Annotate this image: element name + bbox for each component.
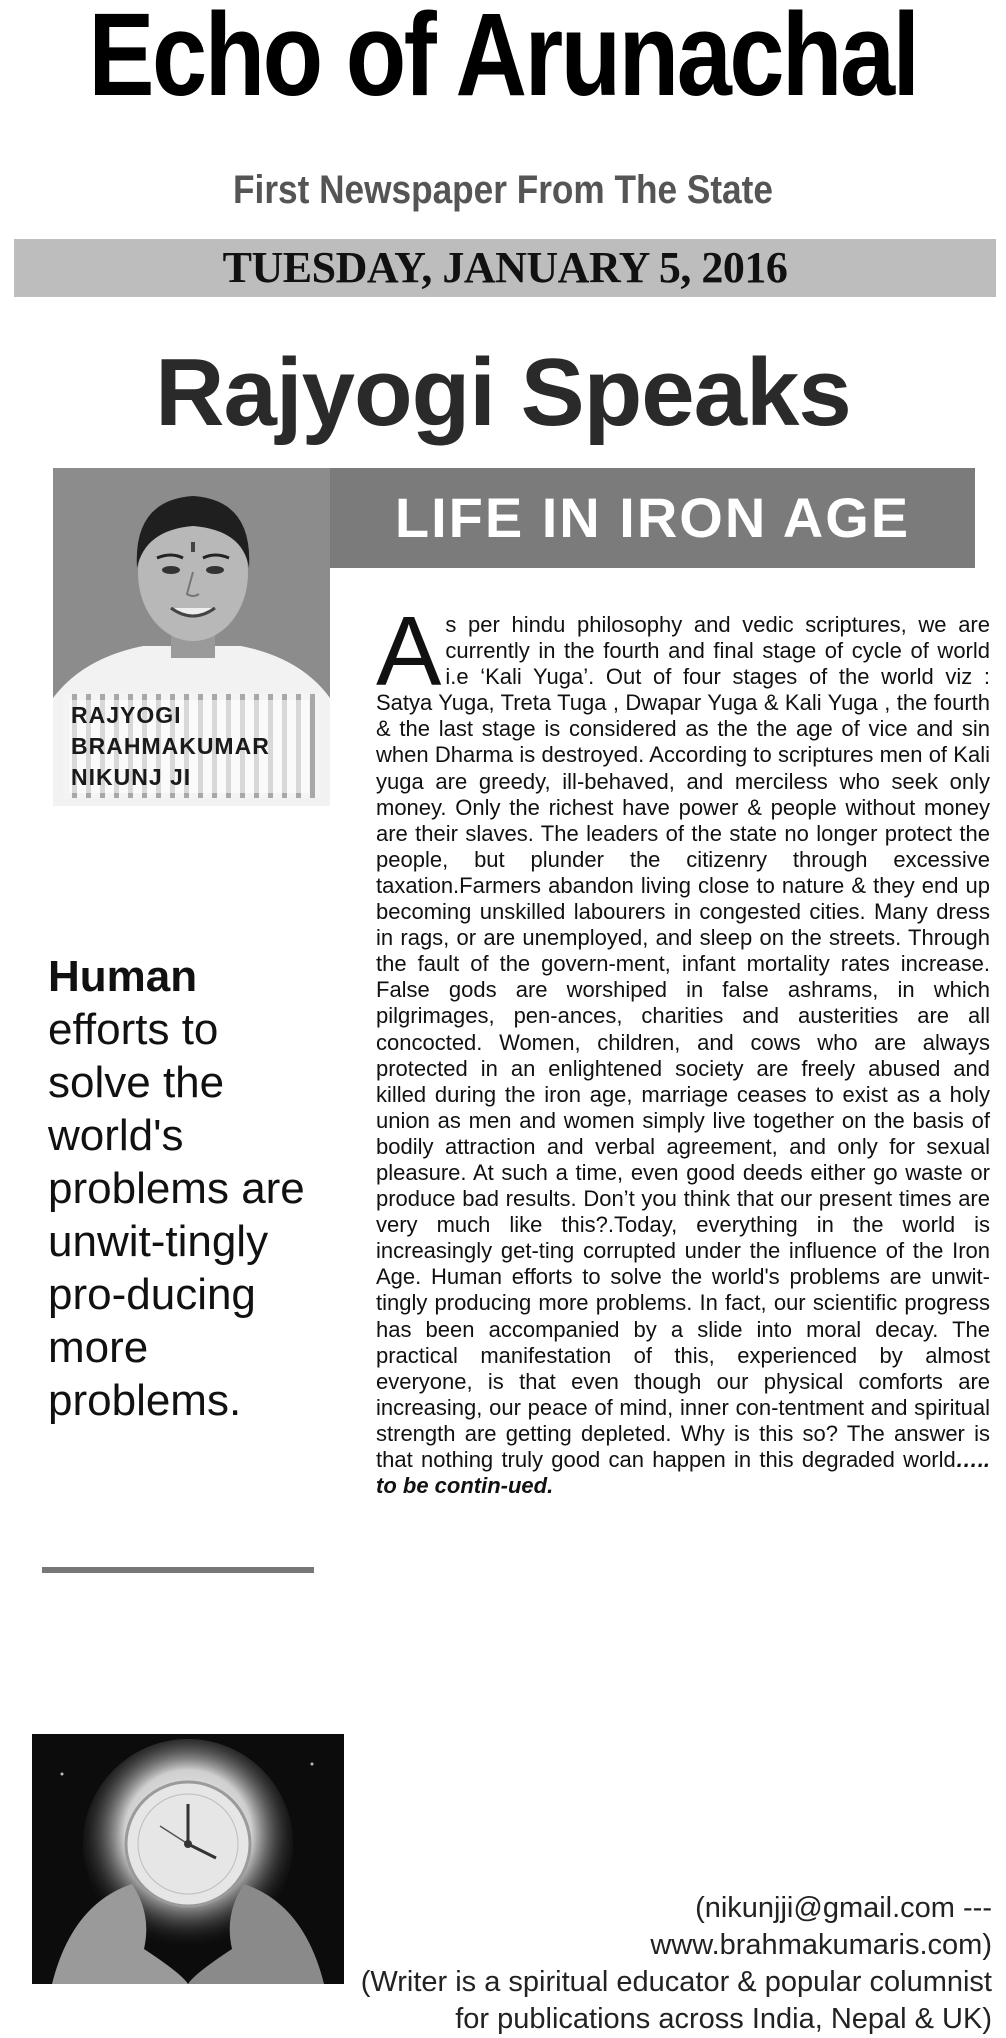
- clock-illustration: [32, 1734, 344, 1984]
- author-line-3: NIKUNJ JI: [71, 764, 192, 790]
- pull-quote: [48, 950, 313, 1427]
- footer-credits: [360, 1890, 992, 2038]
- pull-quote-rule: [42, 1567, 314, 1573]
- pull-quote-text: efforts to solve the world's problems are unwit-tingly pro-ducing more problems.: [48, 1005, 305, 1425]
- author-photo: [53, 468, 330, 806]
- clock-in-hands-image: [32, 1734, 344, 1984]
- column-title: Rajyogi Speaks: [155, 339, 851, 446]
- masthead-title: Echo of Arunachal: [88, 0, 918, 121]
- issue-date: TUESDAY, JANUARY 5, 2016: [222, 243, 788, 292]
- date-bar: [14, 239, 996, 297]
- author-line-1: RAJYOGI: [71, 702, 182, 728]
- contact-line: (nikunjji@gmail.com --- www.brahmakumaris.com): [650, 1892, 992, 1961]
- author-line-2: BRAHMAKUMAR: [71, 733, 270, 759]
- to-be-continued: ….. to be contin-ued.: [376, 1447, 990, 1499]
- bio-line-2: for publications across India, Nepal & UK): [455, 2003, 992, 2035]
- headline: LIFE IN IRON AGE: [394, 486, 911, 549]
- pull-quote-lead: Human: [48, 952, 198, 1001]
- author-name: [69, 700, 309, 793]
- article-body: [376, 596, 990, 1499]
- article-text: s per hindu philosophy and vedic scriptures, we are currently in the fourth and final stage of cycle of world i.e ‘Kali Yuga’. Out of four stages of the world viz : Satya Yuga, Treta Tuga , Dwapar Yuga & Kali Yuga , the fourth & the last stage is considered as the the age of vice and sin when Dharma is destroyed. According to scriptures men of Kali yuga are greedy, ill-behaved, and merciless who seek only money. Only the richest have power & people without money are their slaves. The leaders of the state no longer protect the people, but plunder the citizenry through excessive taxation.Farmers abandon living close to nature & they end up becoming unskilled labourers in congested cities. Many dress in rags, or are unemployed, and sleep on the streets. Through the fault of the govern-ment, infant mortality rates increase. False gods are worshiped in false ashrams, in which pilgrimages, pen-ances, charities and austerities are all concocted. Women, children, and cows who are always protected in an enlightened society are freely abused and killed during the iron age, marriage ceases to exist as a holy union as men and women simply live together on the basis of bodily attraction and verbal agreement, and only for sexual pleasure. At such a time, even good deeds either go waste or produce bad results. Don’t you think that our present times are very much like this?.Today, everything in the world is increasingly get-ting corrupted under the influence of the Iron Age. Human efforts to solve the world's problems are unwit-tingly producing more problems. In fact, our scientific progress has been accompanied by a slide into moral decay. The practical manifestation of this, experienced by almost everyone, is that even though our physical comforts are increasing, our peace of mind, inner con-tentment and spiritual strength are getting depleted. Why is this so? The answer is that nothing truly good can happen in this degraded world: [376, 612, 990, 1472]
- drop-cap: A: [376, 596, 442, 706]
- bio-line-1: (Writer is a spiritual educator & popular columnist: [360, 1966, 992, 1998]
- masthead-tagline: First Newspaper From The State: [233, 168, 773, 212]
